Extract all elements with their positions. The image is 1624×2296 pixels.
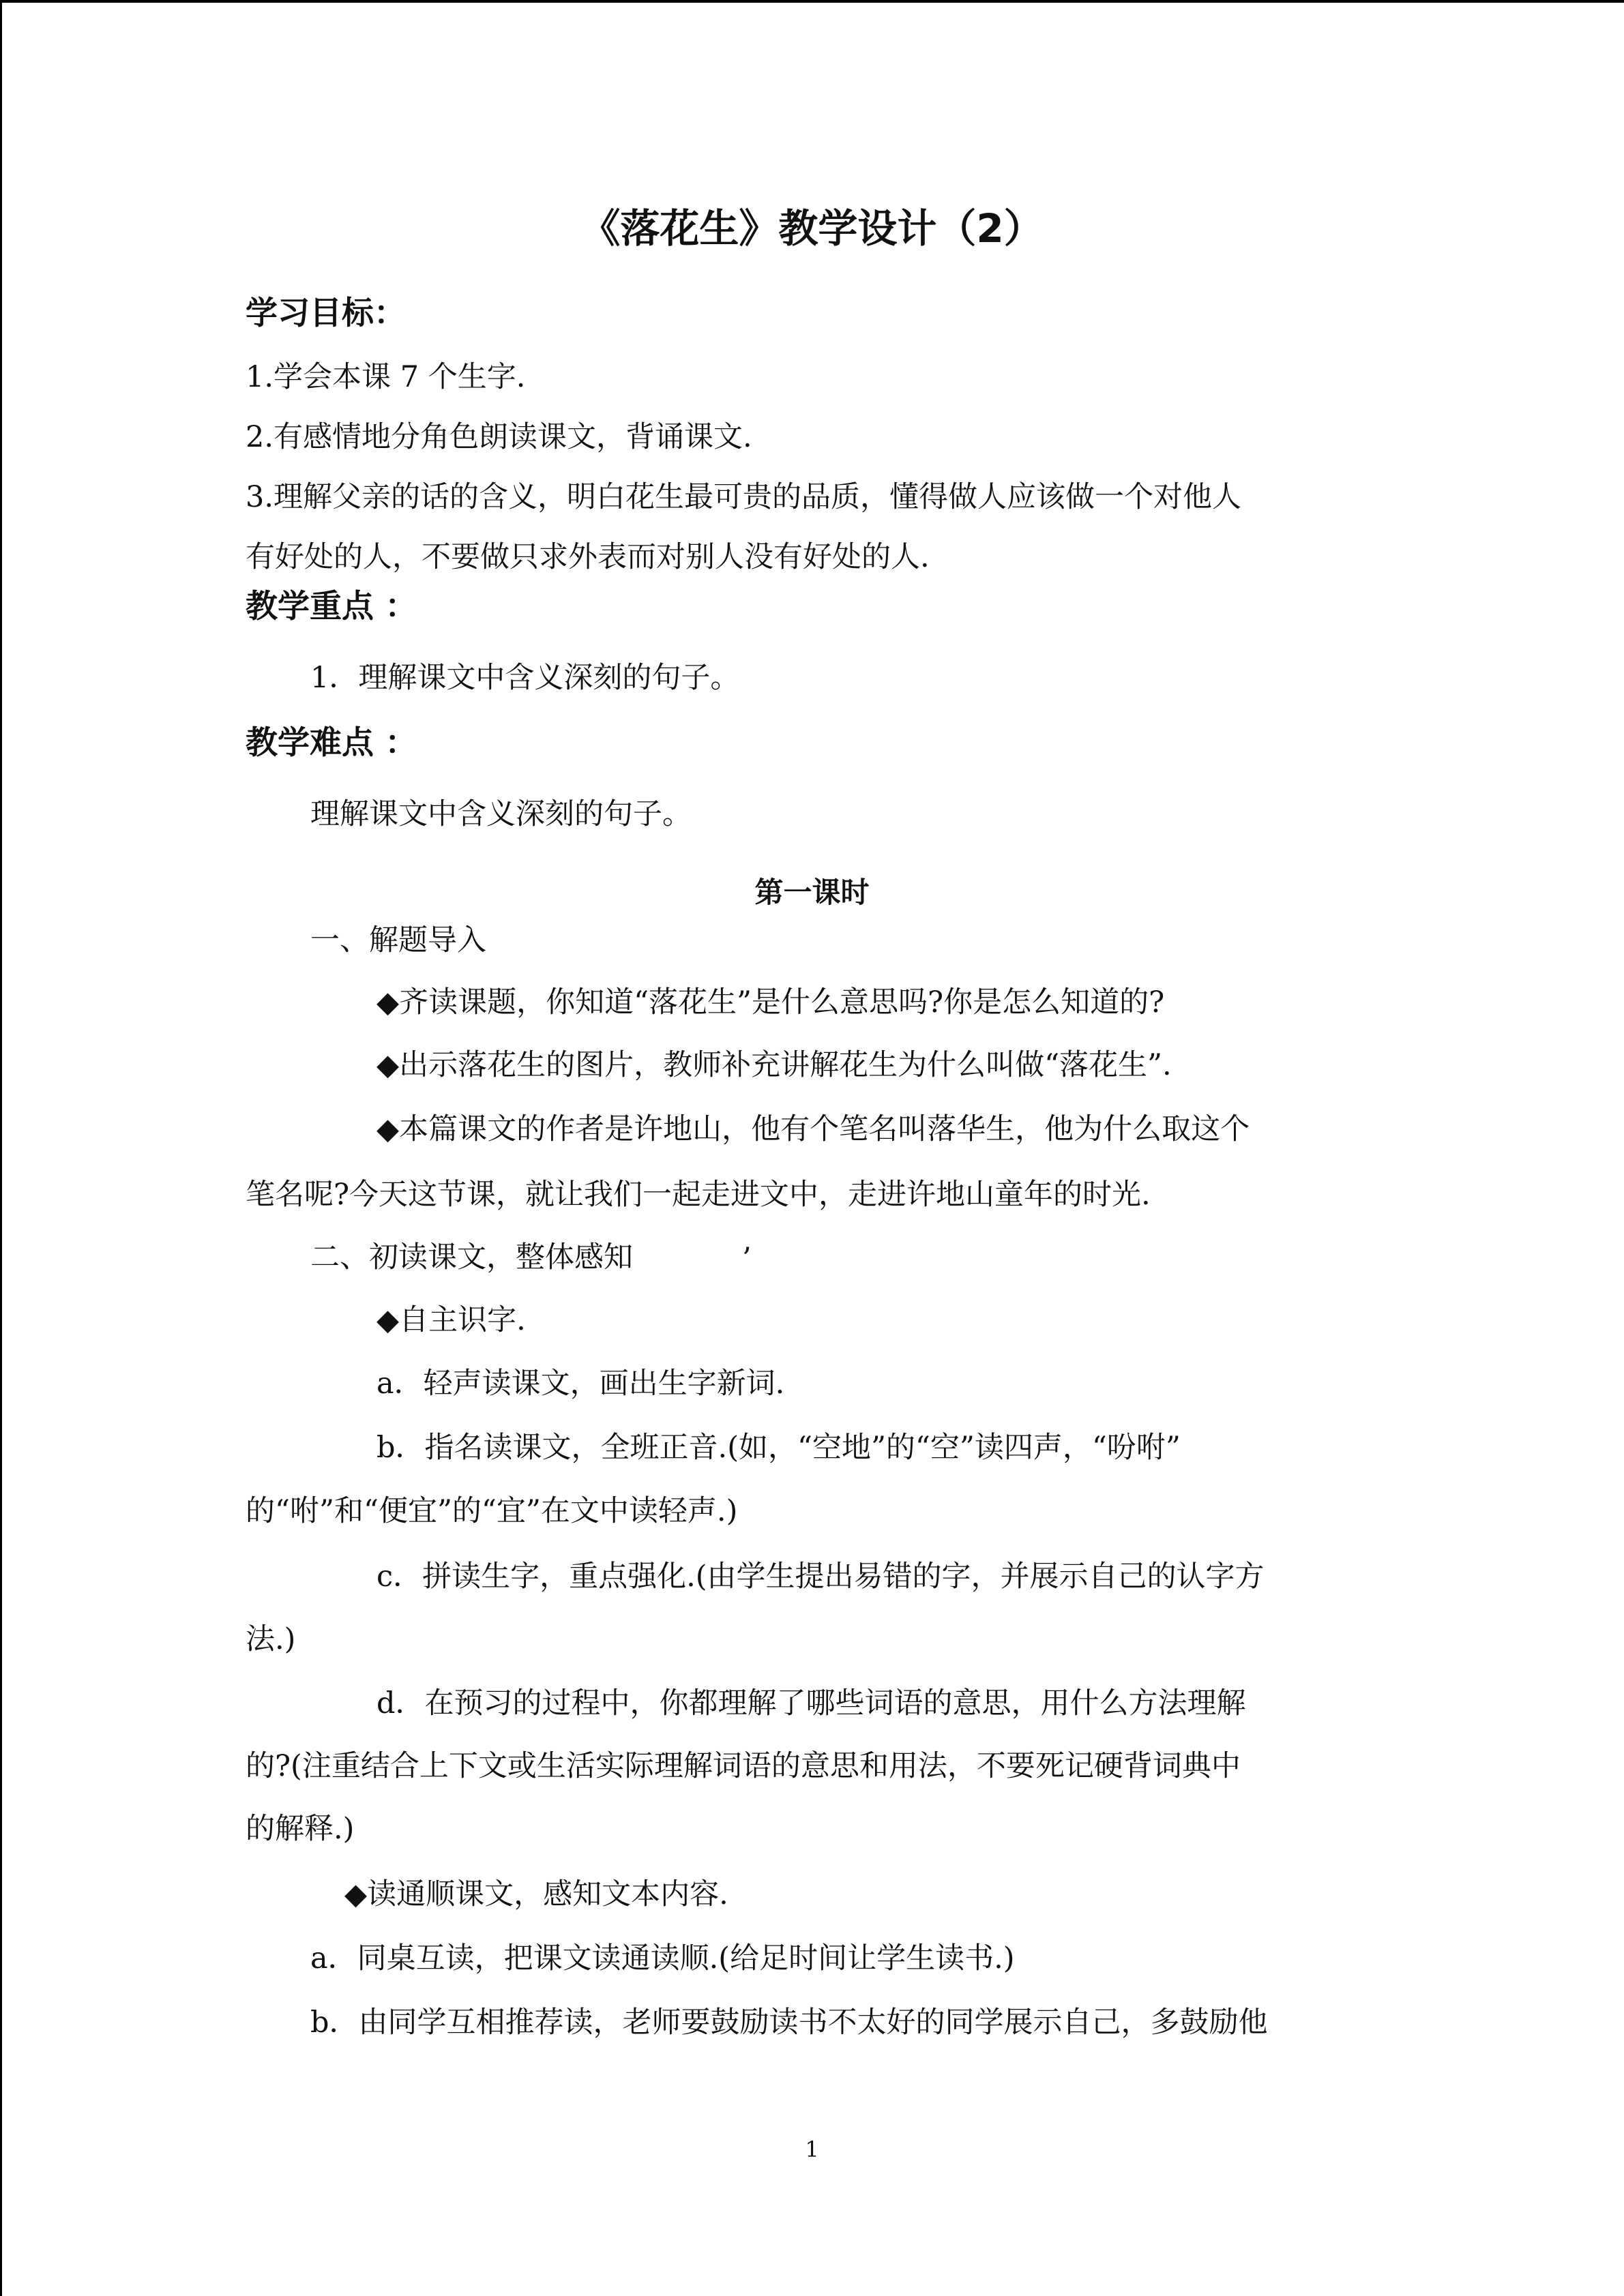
- objective-item-3-line-1: 3.理解父亲的话的含义，明白花生最可贵的品质，懂得做人应该做一个对他人: [246, 480, 1242, 514]
- objectives-heading: 学习目标：: [246, 295, 406, 332]
- section-1-bullet-3-line-2: 笔名呢?今天这节课，就让我们一起走进文中，走进许地山童年的时光.: [246, 1178, 1151, 1212]
- section-2-item-d-line-2: 的?(注重结合上下文或生活实际理解词语的意思和用法，不要死记硬背词典中: [246, 1749, 1241, 1783]
- difficulty-item-1: 理解课文中含义深刻的句子。: [310, 797, 692, 831]
- section-2-item-b-line-1: b．指名读课文，全班正音.(如，“空地”的“空”读四声，“吩咐”: [377, 1431, 1181, 1465]
- section-1-bullet-2: ◆出示落花生的图片，教师补充讲解花生为什么叫做“落花生”.: [377, 1048, 1172, 1082]
- section-2-bullet-1: ◆自主识字.: [377, 1303, 526, 1337]
- section-2-item-c-line-1: c．拼读生字，重点强化.(由学生提出易错的字，并展示自己的认字方: [377, 1560, 1265, 1594]
- lesson-1-heading: 第一课时: [754, 876, 870, 909]
- section-1-bullet-3-line-1: ◆本篇课文的作者是许地山，他有个笔名叫落华生，他为什么取这个: [377, 1112, 1250, 1146]
- section-2-item-d-line-1: d．在预习的过程中，你都理解了哪些词语的意思，用什么方法理解: [377, 1686, 1246, 1720]
- section-1-bullet-1: ◆齐读课题，你知道“落花生”是什么意思吗?你是怎么知道的?: [377, 985, 1165, 1019]
- section-2-item-c-line-2: 法.): [246, 1622, 296, 1656]
- section-2-item-d-line-3: 的解释.): [246, 1812, 355, 1846]
- objective-item-3-line-2: 有好处的人，不要做只求外表而对别人没有好处的人.: [246, 540, 930, 574]
- section-2-item-b-line-2: 的“咐”和“便宜”的“宜”在文中读轻声.): [246, 1494, 738, 1528]
- page-top-border: [0, 0, 1624, 3]
- section-1-heading: 一、解题导入: [310, 923, 486, 957]
- stray-mark: ’: [742, 1242, 752, 1276]
- section-2-bullet-2: ◆读通顺课文，感知文本内容.: [344, 1877, 728, 1911]
- page-number: 1: [805, 2136, 819, 2162]
- page-left-border: [0, 0, 2, 2296]
- section-2-item-a2: a．同桌互读，把课文读通读顺.(给足时间让学生读书.): [310, 1941, 1015, 1976]
- section-2-heading: 二、初读课文，整体感知: [310, 1240, 633, 1274]
- difficulties-heading: 教学难点 ：: [246, 724, 417, 762]
- key-point-item-1: 1．理解课文中含义深刻的句子。: [310, 661, 740, 695]
- section-2-item-b2: b．由同学互相推荐读，老师要鼓励读书不太好的同学展示自己，多鼓励他: [310, 2006, 1268, 2040]
- key-points-heading: 教学重点 ：: [246, 588, 417, 625]
- objective-item-1: 1.学会本课 7 个生字.: [246, 360, 526, 394]
- objective-item-2: 2.有感情地分角色朗读课文，背诵课文.: [246, 420, 752, 454]
- section-2-item-a: a．轻声读课文，画出生字新词.: [377, 1367, 785, 1401]
- document-title: 《落花生》教学设计（2）: [580, 205, 1044, 252]
